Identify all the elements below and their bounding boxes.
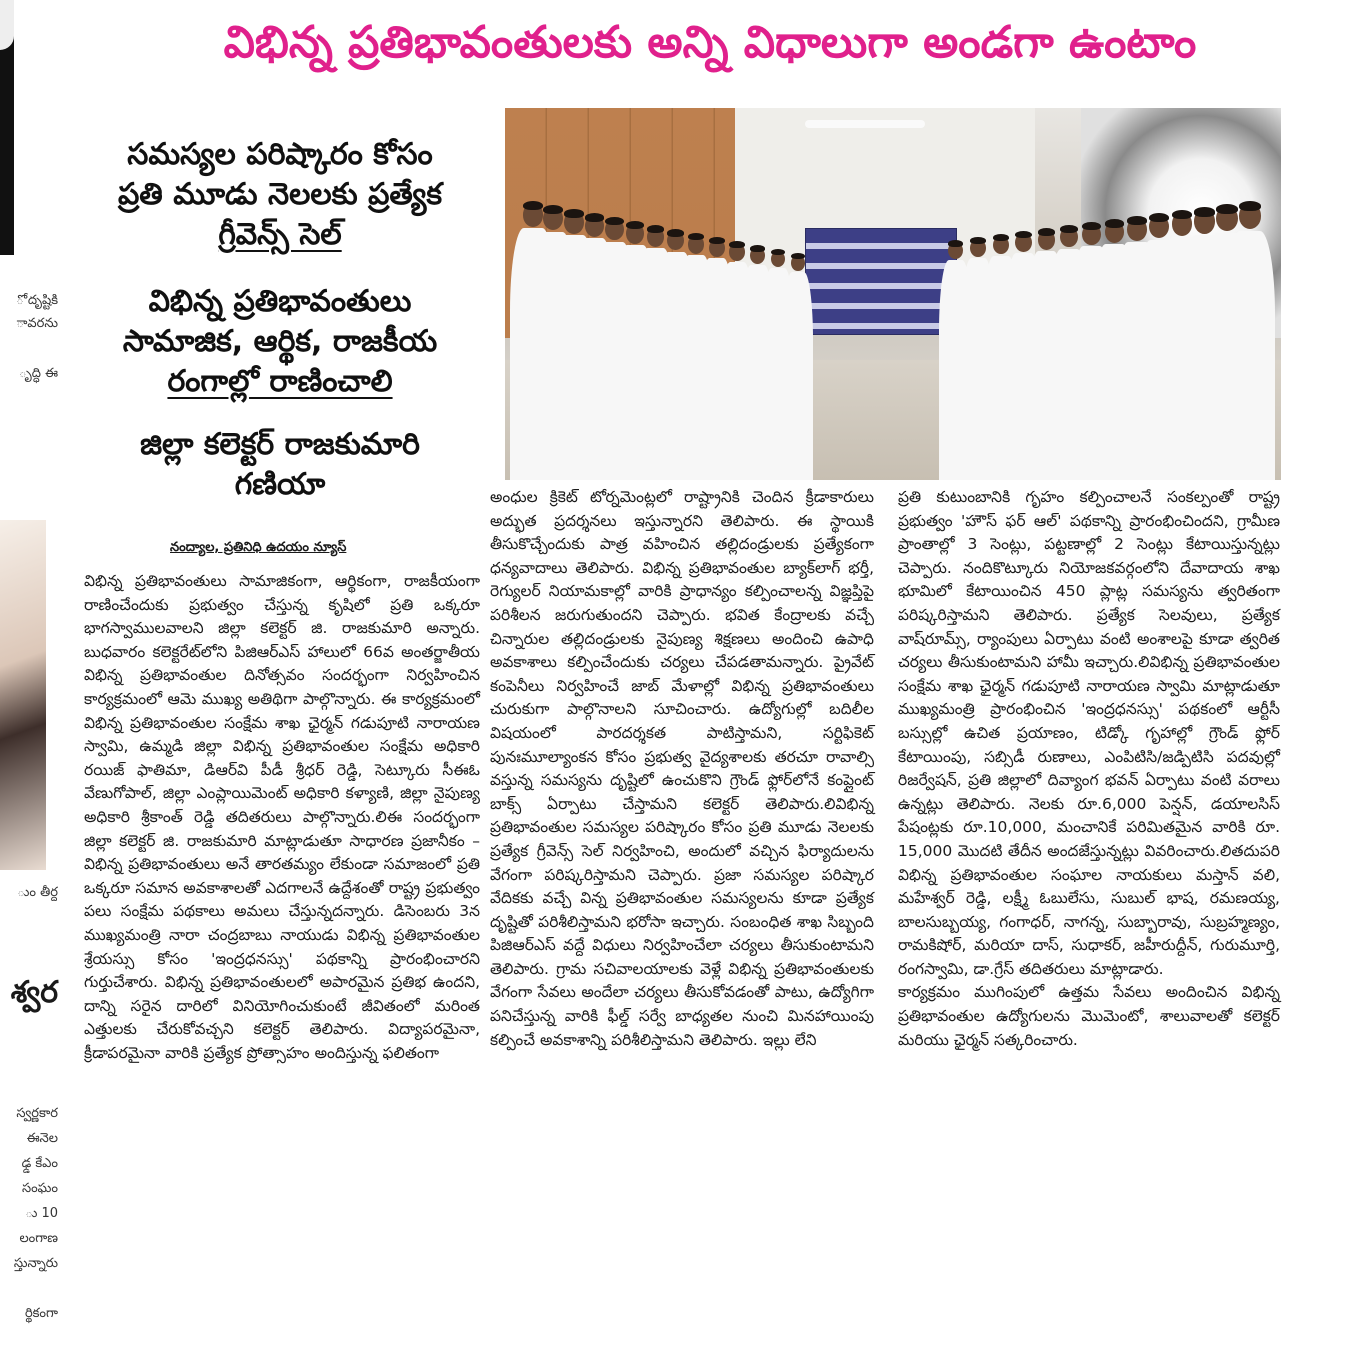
photo-person-hair xyxy=(667,229,684,237)
photo-gift-boxes xyxy=(805,228,957,335)
article-paragraph: అంధుల క్రికెట్ టోర్నమెంట్లలో రాష్ట్రానికి చెందిన క్రీడాకారులు అద్భుత ప్రదర్శనలు ఇస్తున్నారని తెలిపారు. ఈ స్థాయికి తీసుకొచ్చేందుకు పాత్ర వహించిన తల్లిదండ్రులకు ప్రత్యేకంగా ధన్యవాదాలు తెలిపారు. విభిన్న ప్రతిభావంతుల బ్యాక్‌లాగ్ భర్తీ, రెగ్యులర్ నియామకాల్లో వారికి ప్రాధాన్యం కల్పించాలన్న విజ్ఞప్తిపై పరిశీలన జరుగుతుందని చెప్పారు. భవిత కేంద్రాలకు వచ్చే చిన్నారుల తల్లిదండ్రులకు నైపుణ్య శిక్షణలు అందించి ఉపాధి అవకాశాలు కల్పించేందుకు చర్యలు చేపడతామన్నారు. ప్రైవేట్ కంపెనీలు నిర్వహించే జాబ్ మేళాల్లో విభిన్న ప్రతిభావంతులు చురుకుగా పాల్గొనాలని సూచించారు. ఉద్యోగుల్లో బదిలీల విషయంలో పారదర్శకత పాటిస్తామని, సర్టిఫికెట్ పునఃమూల్యాంకన కోసం ప్రభుత్వ వైద్యశాలకు తరచూ రావాల్సి వస్తున్న సమస్యను దృష్టిలో ఉంచుకొని గ్రౌండ్ ఫ్లోర్‌లోనే కంప్లైంట్ బాక్స్ ఏర్పాటు చేస్తామని కలెక్టర్ తెలిపారు.లివిభిన్న ప్రతిభావంతుల సమస్యల పరిష్కారం కోసం ప్రతి మూడు నెలలకు ప్రత్యేక గ్రీవెన్స్ సెల్ నిర్వహించి, అందులో వచ్చిన ఫిర్యాదులను వేగంగా పరిష్కరిస్తామని చెప్పారు. ప్రజా సమస్యల పరిష్కార వేదికకు వచ్చే విన్న ప్రతిభావంతుల సమస్యలను కూడా ప్రత్యేక దృష్టితో పరిశీలిస్తామని భరోసా ఇచ్చారు. సంబంధిత శాఖ సిబ్బంది పిజిఆర్ఎస్ వద్దే విధులు నిర్వహించేలా చర్యలు తీసుకుంటామని తెలిపారు. గ్రామ సచివాలయాలకు వెళ్లే విభిన్న ప్రతిభావంతులకు వేగంగా సేవలు అందేలా చర్యలు తీసుకోవడంతో పాటు, ఉద్యోగిగా పనిచేస్తున్న వారికి ఫీల్డ్ సర్వే బాధ్యతల నుంచి మినహాయింపు కల్పించే అవకాశాన్ని పరిశీలిస్తామని తెలిపారు. ఇల్లు లేని xyxy=(490,488,874,1049)
headline-block-3 xyxy=(80,425,480,505)
headline-block-1 xyxy=(80,135,480,255)
photo-ceiling-light xyxy=(805,120,925,128)
photo-person-hair xyxy=(791,253,805,259)
photo-person-hair xyxy=(564,209,584,218)
banner-title: విభిన్న ప్రతిభావంతులకు అన్ని విధాలుగా అండగా ఉంటాం xyxy=(223,17,1197,68)
photo-person-hair xyxy=(605,217,624,225)
article-column-2 xyxy=(490,486,874,1360)
strip-line: ుం తీర్ద xyxy=(17,885,58,900)
headline-line: విభిన్న ప్రతిభావంతులు xyxy=(148,284,412,319)
headline-line: సమస్యల పరిష్కారం కోసం xyxy=(127,137,433,172)
photo-person xyxy=(939,260,972,480)
photo-person-hair xyxy=(1216,204,1238,214)
photo-person-hair xyxy=(1015,231,1032,238)
headline-line: ప్రతి మూడు నెలలకు ప్రత్యేక xyxy=(117,177,443,212)
dateline: నంద్యాల, ప్రతినిధి ఉదయం న్యూస్ xyxy=(170,540,347,555)
event-photo xyxy=(505,108,1281,480)
article-column-1 xyxy=(84,570,480,1360)
headline-line: గ్రీవెన్స్ సెల్ xyxy=(218,217,342,252)
photo-person-hair xyxy=(1038,228,1055,236)
photo-person-hair xyxy=(709,237,725,244)
strip-line: ృద్ధి ఈ xyxy=(19,366,58,381)
photo-person xyxy=(783,272,813,480)
article-paragraph: ప్రతి కుటుంబానికి గృహం కల్పించాలనే సంకల్పంతో రాష్ట్ర ప్రభుత్వం 'హౌస్ ఫర్ ఆల్' పథకాన్ని ప్రారంభించిందని, గ్రామీణ ప్రాంతాల్లో 3 సెంట్లు, పట్టణాల్లో 2 సెంట్లు కేటాయిస్తున్నట్లు చెప్పారు. నందికొట్కూరు నియోజకవర్గంలోని దేవాదాయ శాఖ భూమిలో కేటాయించిన 450 ప్లాట్ల సమస్యను త్వరితంగా పరిష్కరిస్తామని తెలిపారు. ప్రత్యేక సెలవులు, ప్రత్యేక వాష్‌రూమ్స్, ర్యాంపులు ఏర్పాటు వంటి అంశాలపై కూడా త్వరిత చర్యలు తీసుకుంటామని హామీ ఇచ్చారు.లివిభిన్న ప్రతిభావంతుల సంక్షేమ శాఖ ఛైర్మన్ గడుపూటి నారాయణ స్వామి మాట్లాడుతూ ముఖ్యమంత్రి ప్రారంభించిన 'ఇంద్రధనస్సు' పథకంలో ఆర్టీసీ బస్సుల్లో ఉచిత ప్రయాణం, టిడ్కో గృహాల్లో గ్రౌండ్ ఫ్లోర్ కేటాయింపు, సబ్సిడీ రుణాలు, ఎంపిటిసి/జడ్పిటిసి పదవుల్లో రిజర్వేషన్, ప్రతి జిల్లాలో దివ్యాంగ భవన్ ఏర్పాటు వంటి వరాలు ఉన్నట్లు తెలిపారు. నెలకు రూ.6,000 పెన్షన్, డయాలసిస్ పేషంట్లకు రూ.10,000, మంచానికే పరిమితమైన వారికి రూ. 15,000 మొదటి తేదీన అందజేస్తున్నట్లు వివరించారు.లితదుపరి విభిన్న ప్రతిభావంతుల సంఘాల నాయకులు మస్తాన్ వలి, మహేశ్వర్ రెడ్డి, లక్ష్మీ ఓబులేసు, సుబుల్ భాష, రమణయ్య, బాలసుబ్బయ్య, గంగాధర్, నాగన్న, సుబ్బారావు, సుబ్రహ్మణ్యం, రామకిషోర్, మరియా దాస్, సుధాకర్, జహీరుద్దీన్, గురుమూర్తి, రంగస్వామి, డా.గ్రేస్ తదితరులు మాట్లాడారు. xyxy=(898,488,1280,978)
headline-line: సామాజిక, ఆర్థిక, రాజకీయ xyxy=(122,324,438,359)
article-column-3 xyxy=(898,486,1280,1360)
photo-person-hair xyxy=(626,221,644,229)
strip-line: ఈనెల xyxy=(26,1131,58,1146)
photo-person-hair xyxy=(585,213,604,222)
photo-person-hair xyxy=(1127,216,1147,225)
headline-line: గణియా xyxy=(234,467,326,502)
strip-line: స్వర్ణకార xyxy=(16,1106,58,1121)
strip-line: స్తున్నారు xyxy=(13,1256,58,1271)
photo-person-hair xyxy=(523,201,544,210)
photo-person-hair xyxy=(993,234,1009,241)
photo-person-hair xyxy=(543,205,563,214)
adjacent-photo xyxy=(0,520,46,870)
photo-person-hair xyxy=(1149,213,1169,222)
photo-person-hair xyxy=(647,225,664,233)
photo-person-hair xyxy=(1060,225,1078,233)
photo-person-hair xyxy=(750,245,765,252)
photo-person-hair xyxy=(771,249,785,255)
photo-person-hair xyxy=(1105,219,1124,228)
headline-line: రంగాల్లో రాణించాలి xyxy=(167,364,393,399)
photo-person-hair xyxy=(688,233,704,240)
adjacent-article-strip xyxy=(0,0,62,1369)
strip-line: సంఘం xyxy=(21,1181,58,1196)
photo-person-hair xyxy=(1172,210,1193,219)
photo-person-hair xyxy=(1194,207,1215,217)
headline-line: జిల్లా కలెక్టర్ రాజకుమారి xyxy=(140,427,420,462)
photo-person-hair xyxy=(1239,201,1262,211)
adjacent-photo-top-corner xyxy=(0,0,14,50)
strip-line: ఢ్డ కేఎం xyxy=(21,1156,58,1171)
article-paragraph: విభిన్న ప్రతిభావంతులు సామాజికంగా, ఆర్థికంగా, రాజకీయంగా రాణించేందుకు ప్రభుత్వం చేస్తున్న కృషిలో ప్రతి ఒక్కరూ భాగస్వాములవాలని జిల్లా కలెక్టర్ జి. రాజకుమారి అన్నారు. బుధవారం కలెక్టరేట్‌లోని పిజిఆర్ఎస్ హాలులో 66వ అంతర్జాతీయ విభిన్న ప్రతిభావంతుల దినోత్సవం సందర్భంగా నిర్వహించిన కార్యక్రమంలో ఆమె ముఖ్య అతిథిగా పాల్గొన్నారు. ఈ కార్యక్రమంలో విభిన్న ప్రతిభావంతుల సంక్షేమ శాఖ ఛైర్మన్ గడుపూటి నారాయణ స్వామి, ఉమ్మడి జిల్లా విభిన్న ప్రతిభావంతుల సంక్షేమ అధికారి రయిజ్ ఫాతిమా, డిఆర్‌వి పీడీ శ్రీధర్ రెడ్డి, సెట్కూరు సీఈఓ వేణుగోపాల్, జిల్లా ఎంప్లాయిమెంట్ అధికారి కళ్యాణి, జిల్లా నైపుణ్య అధికారి శ్రీకాంత్ రెడ్డి తదితరులు పాల్గొన్నారు.లిఈ సందర్భంగా జిల్లా కలెక్టర్ జి. రాజకుమారి మాట్లాడుతూ సాధారణ ప్రజానీకం – విభిన్న ప్రతిభావంతులు అనే తారతమ్యం లేకుండా సమాజంలో ప్రతి ఒక్కరూ సమాన అవకాశాలతో ఎదగాలనే ఉద్దేశంతో రాష్ట్ర ప్రభుత్వం పలు సంక్షేమ పథకాలు అమలు చేస్తున్నదన్నారు. డిసెంబరు 3న ముఖ్యమంత్రి నారా చంద్రబాబు నాయుడు విభిన్న ప్రతిభావంతుల శ్రేయస్సు కోసం 'ఇంద్రధనస్సు' పథకాన్ని ప్రారంభించారని గుర్తుచేశారు. విభిన్న ప్రతిభావంతులలో అపారమైన ప్రతిభ ఉందని, దాన్ని సరైన దారిలో వినియోగించుకుంటే జీవితంలో మరింత ఎత్తులకు చేరుకోవచ్చని కలెక్టర్ తెలిపారు. విద్యాపరమైనా, క్రీడాపరమైనా వారికి ప్రత్యేక ప్రోత్సాహం అందిస్తున్న ఫలితంగా xyxy=(84,572,480,1062)
strip-line: ో దృష్టికి xyxy=(16,293,58,308)
headline-block-2 xyxy=(80,282,480,402)
photo-person-hair xyxy=(1082,222,1100,230)
photo-person-hair xyxy=(948,240,963,247)
strip-line: ావరను xyxy=(16,316,58,331)
strip-line: ర్థికంగా xyxy=(24,1306,58,1321)
photo-person-hair xyxy=(970,237,985,244)
photo-person-hair xyxy=(729,241,744,248)
strip-line: ు 10 xyxy=(25,1206,58,1221)
strip-heading: శ్వర xyxy=(10,975,58,1010)
strip-line: లంగాణ xyxy=(19,1231,58,1246)
article-paragraph-closing: కార్యక్రమం ముగింపులో ఉత్తమ సేవలు అందించిన విభిన్న ప్రతిభావంతుల ఉద్యోగులను మొమెంటో, శాలువాలతో కలెక్టర్ మరియు ఛైర్మన్ సత్కరించారు. xyxy=(898,983,1280,1049)
